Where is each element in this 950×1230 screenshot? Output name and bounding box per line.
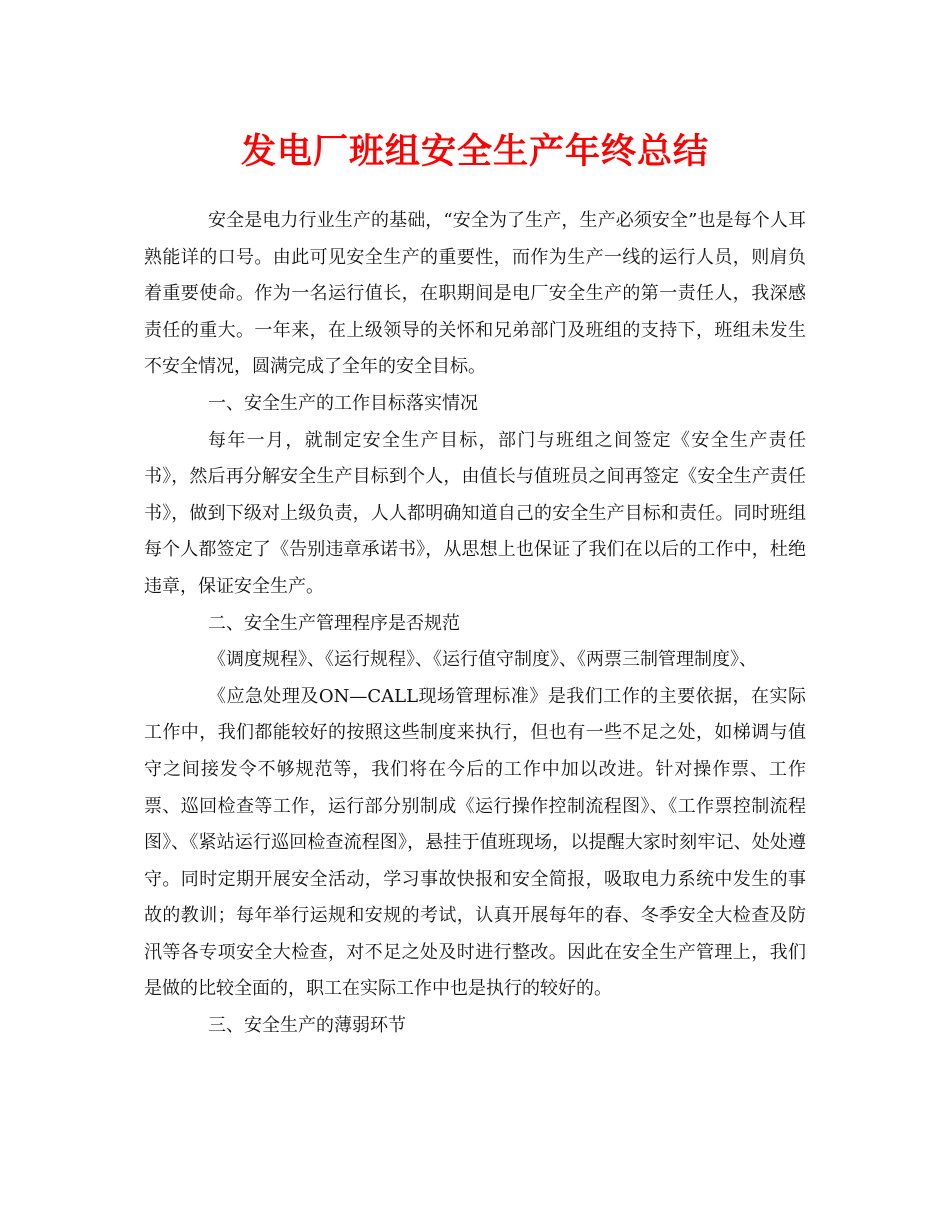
- section-2-paragraph: 《应急处理及ON—CALL现场管理标准》是我们工作的主要依据，在实际工作中，我们都能较好的按照这些制度来执行，但也有一些不足之处，如梯调与值守之间接发令不够规范等，我们将在今后的工作中加以改进。针对操作票、工作票、巡回检查等工作，运行部分别制成《运行操作控制流程图》、《工作票控制流程图》、《紧站运行巡回检查流程图》，悬挂于值班现场，以提醒大家时刻牢记、处处遵守。同时定期开展安全活动，学习事故快报和安全简报，吸取电力系统中发生的事故的教训；每年举行运规和安规的考试，认真开展每年的春、冬季安全大检查及防汛等各专项安全大检查，对不足之处及时进行整改。因此在安全生产管理上，我们是做的比较全面的，职工在实际工作中也是执行的较好的。: [144, 685, 806, 1000]
- intro-paragraph: 安全是电力行业生产的基础，“安全为了生产，生产必须安全”也是每个人耳熟能详的口号。由此可见安全生产的重要性，而作为生产一线的运行人员，则肩负着重要使命。作为一名运行值长，在职期间是电厂安全生产的第一责任人，我深感责任的重大。一年来，在上级领导的关怀和兄弟部门及班组的支持下，班组未发生不安全情况，圆满完成了全年的安全目标。: [144, 210, 806, 378]
- section-1-paragraph: 每年一月，就制定安全生产目标，部门与班组之间签定《安全生产责任书》，然后再分解安全生产目标到个人，由值长与值班员之间再签定《安全生产责任书》，做到下级对上级负责，人人都明确知道自己的安全生产目标和责任。同时班组每个人都签定了《告别违章承诺书》，从思想上也保证了我们在以后的工作中，杜绝违章，保证安全生产。: [144, 429, 806, 597]
- section-heading-3: 三、安全生产的薄弱环节: [208, 1015, 406, 1037]
- section-heading-1: 一、安全生产的工作目标落实情况: [208, 392, 478, 414]
- document-body: [144, 203, 806, 1045]
- regulations-list-paragraph: 《调度规程》、《运行规程》、《运行值守制度》、《两票三制管理制度》、: [208, 649, 757, 671]
- section-heading-2: 二、安全生产管理程序是否规范: [208, 612, 460, 634]
- document-title: 发电厂班组安全生产年终总结: [240, 132, 709, 172]
